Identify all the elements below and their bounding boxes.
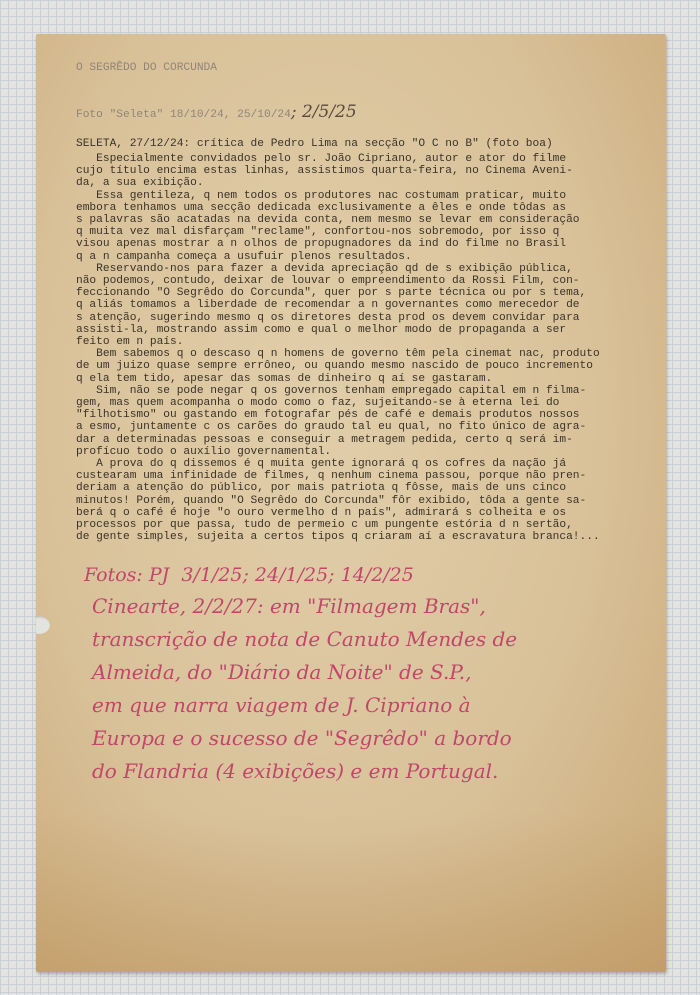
punch-hole [36,616,50,634]
typed-line: cujo título encima estas linhas, assistimos quarta-feira, no Cinema Aveni- [76,165,573,178]
typed-line: visou apenas mostrar a n olhos de propugnadores da ind do filme no Brasil [76,238,567,251]
typed-line: A prova do q dissemos é q muita gente ignorará q os cofres da nação já [76,458,567,471]
typed-line: custearam uma infinidade de filmes, q nenhum cinema passou, porque não pren- [76,470,587,483]
document-title: O SEGRÊDO DO CORCUNDA [76,62,217,74]
review-paragraph [76,190,644,263]
typed-line: feccionando "O Segrêdo do Corcunda", quer por s parte técnica ou por s tema, [76,287,587,300]
photo-line [76,102,644,122]
typed-line: q a n campanha começa a usufuir plenos resultados. [76,250,412,263]
typed-line: profícuo todo o auxílio governamental. [76,445,332,458]
handwritten-note-line: Cinearte, 2/2/27: em "Filmagem Bras", [92,594,486,618]
typed-line: a esmo, juntamente c os carões do graudo tal eu qual, no fito único de agra- [76,421,587,434]
typed-line: de um juizo quase sempre errôneo, ou quando mesmo nascido de pouco incremento [76,360,593,373]
typed-line: da, a sua exibição. [76,177,204,190]
typed-line: processos por que passa, tudo de permeio c um pungente estória d n sertão, [76,519,573,532]
typed-line: q ela tem tido, apesar das somas de dinheiro q aí se gastaram. [76,372,493,385]
typed-line: s atenção, sugerindo mesmo q os diretores desta prod os devem convidar para [76,311,580,324]
review-paragraph [76,348,644,385]
review-heading: SELETA, 27/12/24: crítica de Pedro Lima na secção "O C no B" (foto boa) [76,138,553,150]
typed-line: deriam a atenção do público, por mais patriota q fôsse, mais de uns cinco [76,482,567,495]
typed-line: gem, mas quem acompanha o modo como o faz, sujeitando-se à eterna lei do [76,397,560,410]
typed-line: Sim, não se pode negar q os governos tenham empregado capital em n filma- [76,384,587,397]
review-paragraph [76,153,644,190]
review-paragraph [76,458,644,543]
typed-line: Reservando-nos para fazer a devida apreciação qd de s exibição pública, [76,262,573,275]
typed-line: Bem sabemos q o descaso q n homens de governo têm pela cinemat nac, produto [76,348,600,361]
typed-line: s palavras são acatadas na devida conta, nem mesmo se levar em consideração [76,214,580,227]
typed-line: minutos! Porém, quando "O Segrêdo do Corcunda" fôr exibido, tôda a gente sa- [76,494,587,507]
review-body [76,153,644,544]
photo-line-typed: Foto "Seleta" 18/10/24, 25/10/24 [76,109,291,121]
typed-line: feito em n país. [76,336,184,349]
review-paragraph [76,263,644,348]
review-paragraph [76,385,644,458]
typed-line: embora tenhamos uma secção dedicada exclusivamente a êles e onde tôdas as [76,201,567,214]
handwritten-note-line: transcrição de nota de Canuto Mendes de [92,627,518,651]
typed-line: de gente simples, sujeita a certos tipos q criaram aí a escravatura branca!... [76,531,600,544]
handwritten-note-line: em que narra viagem de J. Cipriano à [92,693,471,717]
typed-line: dar a determinadas pessoas e conseguir a metragem pedida, certo q será im- [76,433,573,446]
handwritten-note-line: do Flandria (4 exibições) e em Portugal. [92,759,499,783]
typed-line: q aliás tomamos a liberdade de recomendar a n governantes como merecedor de [76,299,580,312]
typed-line: assisti-la, mostrando assim como e qual o melhor modo de propaganda a ser [76,323,567,336]
typed-line: "filhotismo" ou gastando em fotografar pés de café e demais produtos nossos [76,409,580,422]
typed-line: q muita vez mal disfarçam "reclame", confortou-nos sobremodo, por isso q [76,226,560,239]
typed-line: Especialmente convidados pelo sr. João Cipriano, autor e ator do filme [76,153,567,165]
typed-line: Essa gentileza, q nem todos os produtores nac costumam praticar, muito [76,189,567,202]
handwritten-note-line: Almeida, do "Diário da Noite" de S.P., [92,660,472,684]
photo-line-handwritten: ; 2/5/25 [290,102,357,122]
document-page [36,34,666,972]
handwritten-note-line: Europa e o sucesso de "Segrêdo" a bordo [92,726,512,750]
handwritten-note-line: Fotos: PJ 3/1/25; 24/1/25; 14/2/25 [84,564,414,586]
typed-line: não podemos, contudo, deixar de louvar o empreendimento da Rossi Film, con- [76,275,580,288]
typed-line: berá q o café é hoje "o ouro vermelho d n país", admirará s colheita e os [76,506,567,519]
